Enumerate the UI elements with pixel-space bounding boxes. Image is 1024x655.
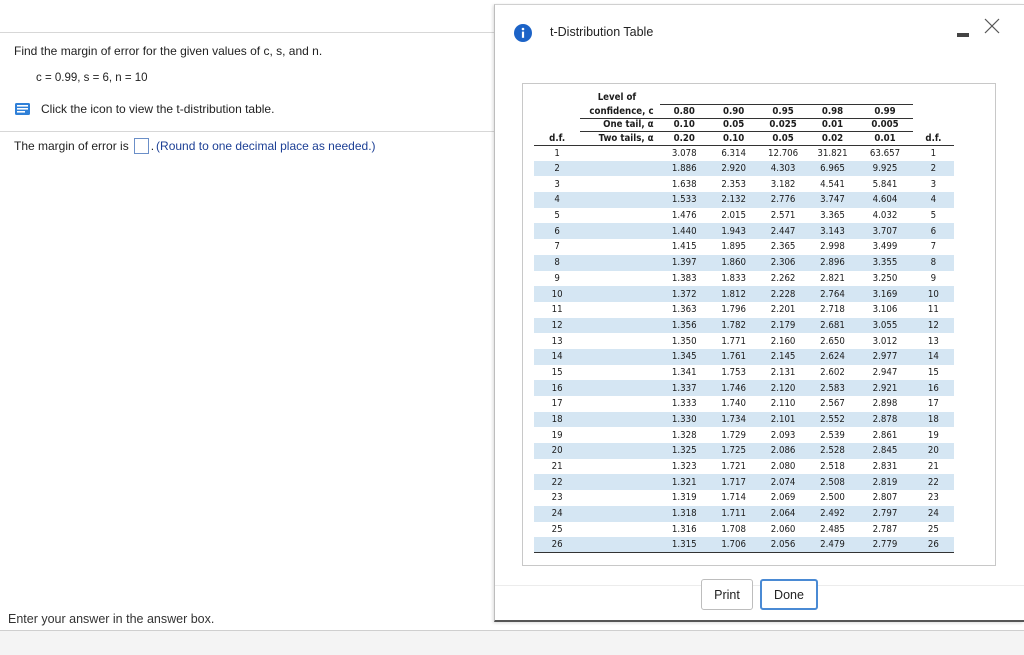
t-value-cell: 9.925 (857, 161, 913, 177)
df-header-right: d.f. (913, 132, 954, 146)
t-value-cell: 2.500 (820, 492, 845, 504)
footer-instruction: Enter your answer in the answer box. (8, 612, 215, 626)
table-hint-text: Click the icon to view the t-distribution table. (41, 102, 275, 116)
label-spacer (580, 537, 659, 553)
t-value-cell: 4.604 (857, 192, 913, 208)
t-value-cell: 2.015 (721, 210, 747, 222)
answer-prefix: The margin of error is (14, 139, 129, 153)
two-tail-4: 0.01 (857, 132, 913, 146)
t-value-cell: 2.896 (808, 255, 857, 271)
t-value-cell: 1.315 (660, 537, 709, 553)
df-cell-right: 18 (913, 412, 954, 428)
t-value-cell: 3.106 (872, 304, 898, 316)
df-cell: 10 (534, 286, 580, 302)
label-spacer (580, 161, 659, 177)
label-spacer (580, 522, 659, 538)
t-value-cell: 1.372 (660, 286, 709, 302)
t-value-cell: 2.681 (808, 318, 857, 334)
label-spacer (580, 459, 659, 475)
table-row (534, 443, 954, 459)
conf-1: 0.90 (709, 105, 758, 119)
table-row (534, 318, 954, 334)
t-value-cell: 1.725 (709, 443, 758, 459)
t-value-cell: 1.533 (660, 192, 709, 208)
t-value-cell: 4.303 (758, 161, 807, 177)
t-value-cell: 3.078 (671, 147, 697, 159)
label-spacer (580, 302, 659, 318)
t-value-cell: 1.711 (709, 506, 758, 522)
t-table-dialog (494, 4, 1024, 622)
df-cell-right: 11 (927, 304, 939, 316)
t-value-cell: 2.179 (758, 318, 807, 334)
t-value-cell: 1.337 (660, 380, 709, 396)
table-row (534, 412, 954, 428)
one-tail-label: One tail, α (580, 118, 659, 132)
one-tail-3: 0.01 (808, 118, 857, 132)
t-value-cell: 1.886 (660, 161, 709, 177)
t-value-cell: 1.350 (671, 335, 697, 347)
t-value-cell: 1.761 (709, 349, 758, 365)
t-value-cell: 1.740 (721, 398, 747, 410)
t-value-cell: 5.841 (872, 178, 898, 190)
df-cell: 6 (534, 223, 580, 239)
df-cell-right: 17 (927, 398, 939, 410)
t-value-cell: 4.541 (820, 178, 845, 190)
one-tail-4: 0.005 (857, 118, 913, 132)
table-row (534, 474, 954, 490)
t-value-cell: 1.782 (709, 318, 758, 334)
label-spacer (580, 318, 659, 334)
t-value-cell: 63.657 (869, 147, 901, 159)
t-value-cell: 1.440 (660, 223, 709, 239)
table-row (534, 506, 954, 522)
answer-note: (Round to one decimal place as needed.) (156, 139, 376, 153)
question-prompt: Find the margin of error for the given values of c, s, and n. (14, 44, 323, 58)
df-cell: 4 (534, 192, 580, 208)
t-value-cell: 1.415 (671, 241, 697, 253)
conf-4: 0.99 (857, 105, 913, 119)
df-cell-right: 6 (913, 223, 954, 239)
t-value-cell: 1.476 (671, 210, 697, 222)
t-value-cell: 1.812 (709, 286, 758, 302)
table-row (534, 537, 954, 553)
t-value-cell: 3.182 (770, 178, 796, 190)
t-value-cell: 2.353 (721, 178, 747, 190)
t-value-cell: 2.528 (808, 443, 857, 459)
t-value-cell: 2.485 (820, 523, 845, 535)
df-cell-right: 5 (930, 210, 937, 222)
df-cell: 23 (551, 492, 563, 504)
t-value-cell: 3.707 (857, 223, 913, 239)
label-spacer (580, 192, 659, 208)
t-value-cell: 1.708 (721, 523, 747, 535)
table-row (534, 286, 954, 302)
t-value-cell: 2.508 (808, 474, 857, 490)
df-cell: 3 (554, 178, 560, 190)
t-value-cell: 3.055 (857, 318, 913, 334)
t-value-cell: 2.101 (758, 412, 807, 428)
t-distribution-table (534, 91, 954, 553)
label-spacer (580, 506, 659, 522)
dialog-header (495, 5, 1024, 63)
t-value-cell: 2.567 (820, 398, 845, 410)
t-value-cell: 2.228 (758, 286, 807, 302)
two-tail-1: 0.10 (709, 132, 758, 146)
t-value-cell: 2.132 (709, 192, 758, 208)
t-value-cell: 1.316 (671, 523, 697, 535)
t-value-cell: 2.093 (770, 429, 796, 441)
t-value-cell: 2.447 (758, 223, 807, 239)
t-value-cell: 2.797 (857, 506, 913, 522)
t-value-cell: 1.714 (721, 492, 747, 504)
t-table-panel (522, 83, 996, 566)
t-value-cell: 2.539 (820, 429, 845, 441)
table-row (534, 349, 954, 365)
t-value-cell: 4.032 (872, 210, 898, 222)
table-row (534, 145, 954, 161)
table-row (534, 239, 954, 255)
df-cell-right: 26 (913, 537, 954, 553)
t-value-cell: 1.796 (721, 304, 747, 316)
conf-3: 0.98 (808, 105, 857, 119)
label-spacer (580, 365, 659, 381)
label-spacer (580, 333, 659, 349)
df-cell: 13 (551, 335, 563, 347)
mid-divider (0, 131, 498, 132)
t-value-cell: 1.746 (709, 380, 758, 396)
label-spacer (580, 239, 659, 255)
answer-row (14, 138, 376, 154)
t-value-cell: 3.012 (872, 335, 898, 347)
t-value-cell: 2.831 (872, 461, 898, 473)
t-value-cell: 2.776 (758, 192, 807, 208)
t-value-cell: 1.383 (671, 272, 697, 284)
df-cell: 17 (551, 398, 563, 410)
t-value-cell: 2.583 (808, 380, 857, 396)
df-cell-right: 4 (913, 192, 954, 208)
table-row (534, 380, 954, 396)
table-row (534, 490, 954, 506)
df-cell: 15 (551, 366, 563, 378)
t-value-cell: 2.074 (758, 474, 807, 490)
df-cell-right: 25 (927, 523, 939, 535)
t-value-cell: 1.325 (660, 443, 709, 459)
df-cell-right: 3 (930, 178, 937, 190)
one-tail-0: 0.10 (660, 118, 709, 132)
t-value-cell: 2.718 (820, 304, 845, 316)
minimize-button[interactable] (957, 33, 969, 37)
t-value-cell: 1.833 (721, 272, 747, 284)
t-value-cell: 2.479 (808, 537, 857, 553)
t-value-cell: 3.169 (857, 286, 913, 302)
t-value-cell: 1.397 (660, 255, 709, 271)
t-value-cell: 2.080 (770, 461, 796, 473)
df-cell: 24 (534, 506, 580, 522)
close-icon (983, 17, 1001, 35)
t-value-cell: 2.602 (820, 366, 845, 378)
t-value-cell: 12.706 (767, 147, 799, 159)
table-row (534, 365, 954, 381)
t-value-cell: 1.323 (671, 461, 697, 473)
label-spacer (580, 271, 659, 287)
label-spacer (580, 145, 659, 161)
label-spacer (580, 396, 659, 412)
df-cell: 16 (534, 380, 580, 396)
table-row (534, 208, 954, 224)
t-value-cell: 31.821 (817, 147, 848, 159)
table-hint-row[interactable] (14, 101, 274, 117)
t-value-cell: 3.355 (857, 255, 913, 271)
t-value-cell: 2.069 (770, 492, 796, 504)
t-value-cell: 2.779 (857, 537, 913, 553)
t-value-cell: 1.333 (671, 398, 697, 410)
t-value-cell: 2.977 (857, 349, 913, 365)
t-value-cell: 2.262 (770, 272, 796, 284)
t-value-cell: 2.131 (770, 366, 796, 378)
two-tail-label: Two tails, α (580, 132, 659, 146)
t-value-cell: 2.492 (808, 506, 857, 522)
table-row (534, 427, 954, 443)
t-value-cell: 1.319 (671, 492, 697, 504)
df-cell-right: 15 (927, 366, 939, 378)
label-spacer (580, 474, 659, 490)
t-value-cell: 2.921 (857, 380, 913, 396)
t-table-wrap (534, 91, 954, 553)
t-value-cell: 1.638 (671, 178, 697, 190)
t-table-body (534, 145, 954, 553)
t-value-cell: 2.060 (770, 523, 796, 535)
label-spacer (580, 176, 659, 192)
df-cell: 14 (534, 349, 580, 365)
t-value-cell: 1.771 (721, 335, 747, 347)
t-value-cell: 1.717 (709, 474, 758, 490)
t-value-cell: 1.753 (721, 366, 747, 378)
df-cell: 20 (534, 443, 580, 459)
t-value-cell: 1.734 (709, 412, 758, 428)
t-value-cell: 2.947 (872, 366, 898, 378)
two-tail-2: 0.05 (758, 132, 807, 146)
t-value-cell: 2.787 (872, 523, 898, 535)
df-cell-right: 16 (913, 380, 954, 396)
table-row (534, 459, 954, 475)
t-value-cell: 2.086 (758, 443, 807, 459)
print-button[interactable]: Print (701, 579, 753, 610)
table-row (534, 176, 954, 192)
t-value-cell: 2.120 (758, 380, 807, 396)
df-cell: 11 (551, 304, 563, 316)
df-cell-right: 13 (927, 335, 939, 347)
df-cell: 18 (534, 412, 580, 428)
df-cell-right: 22 (913, 474, 954, 490)
done-button[interactable]: Done (760, 579, 818, 610)
label-spacer (580, 223, 659, 239)
df-cell: 2 (534, 161, 580, 177)
table-row (534, 192, 954, 208)
label-spacer (580, 380, 659, 396)
df-cell-right: 19 (927, 429, 939, 441)
table-row (534, 271, 954, 287)
t-value-cell: 2.160 (770, 335, 796, 347)
df-cell: 22 (534, 474, 580, 490)
df-cell: 12 (534, 318, 580, 334)
t-value-cell: 1.345 (660, 349, 709, 365)
df-cell: 7 (554, 241, 560, 253)
df-cell-right: 12 (913, 318, 954, 334)
df-cell-right: 23 (927, 492, 939, 504)
question-params: c = 0.99, s = 6, n = 10 (36, 72, 148, 84)
t-value-cell: 2.201 (770, 304, 796, 316)
one-tail-1: 0.05 (709, 118, 758, 132)
label-spacer (580, 255, 659, 271)
table-row (534, 223, 954, 239)
table-row (534, 522, 954, 538)
t-value-cell: 1.706 (709, 537, 758, 553)
t-value-cell: 6.965 (808, 161, 857, 177)
t-value-cell: 1.330 (660, 412, 709, 428)
t-value-cell: 1.328 (671, 429, 697, 441)
t-value-cell: 6.314 (721, 147, 747, 159)
label-spacer (580, 349, 659, 365)
t-value-cell: 1.356 (660, 318, 709, 334)
t-value-cell: 2.624 (808, 349, 857, 365)
df-cell: 9 (554, 272, 560, 284)
t-value-cell: 3.143 (808, 223, 857, 239)
t-value-cell: 1.341 (671, 366, 697, 378)
two-tail-3: 0.02 (808, 132, 857, 146)
df-cell-right: 21 (927, 461, 939, 473)
df-cell: 1 (554, 147, 560, 159)
t-value-cell: 2.110 (770, 398, 796, 410)
t-value-cell: 2.898 (872, 398, 898, 410)
df-cell-right: 8 (913, 255, 954, 271)
t-value-cell: 2.845 (857, 443, 913, 459)
df-cell-right: 2 (913, 161, 954, 177)
footer-bar (0, 631, 1024, 655)
t-value-cell: 1.895 (721, 241, 747, 253)
t-value-cell: 2.145 (758, 349, 807, 365)
t-value-cell: 3.365 (820, 210, 845, 222)
t-value-cell: 1.318 (660, 506, 709, 522)
label-spacer (580, 412, 659, 428)
df-cell: 8 (534, 255, 580, 271)
dialog-title: t-Distribution Table (550, 25, 654, 39)
t-value-cell: 1.860 (709, 255, 758, 271)
table-row (534, 396, 954, 412)
label-spacer (580, 490, 659, 506)
df-cell: 25 (551, 523, 563, 535)
table-row (534, 161, 954, 177)
conf-0: 0.80 (660, 105, 709, 119)
t-value-cell: 2.821 (820, 272, 845, 284)
t-value-cell: 1.729 (721, 429, 747, 441)
t-value-cell: 2.807 (872, 492, 898, 504)
df-cell: 21 (551, 461, 563, 473)
t-value-cell: 2.306 (758, 255, 807, 271)
close-button[interactable] (983, 17, 1001, 35)
t-value-cell: 2.764 (808, 286, 857, 302)
df-cell-right: 1 (930, 147, 937, 159)
df-cell-right: 14 (913, 349, 954, 365)
t-value-cell: 2.878 (857, 412, 913, 428)
label-spacer (580, 443, 659, 459)
label-spacer (580, 286, 659, 302)
df-cell-right: 24 (913, 506, 954, 522)
t-value-cell: 2.998 (820, 241, 845, 253)
conf-2: 0.95 (758, 105, 807, 119)
table-book-icon[interactable] (14, 101, 32, 117)
t-value-cell: 3.250 (872, 272, 898, 284)
table-row (534, 333, 954, 349)
df-cell: 26 (534, 537, 580, 553)
t-value-cell: 2.518 (820, 461, 845, 473)
table-row (534, 255, 954, 271)
df-cell: 19 (551, 429, 563, 441)
t-value-cell: 3.747 (808, 192, 857, 208)
t-value-cell: 2.552 (808, 412, 857, 428)
t-value-cell: 2.861 (872, 429, 898, 441)
info-icon (514, 24, 532, 42)
df-cell-right: 10 (913, 286, 954, 302)
top-divider (0, 32, 498, 33)
level-label-2: confidence, c (580, 105, 659, 119)
t-value-cell: 1.943 (709, 223, 758, 239)
t-value-cell: 1.721 (721, 461, 747, 473)
df-cell: 5 (554, 210, 560, 222)
one-tail-2: 0.025 (758, 118, 807, 132)
level-label-1: Level of (597, 92, 637, 104)
t-value-cell: 2.650 (820, 335, 845, 347)
df-cell-right: 9 (930, 272, 937, 284)
answer-input[interactable] (134, 138, 149, 154)
t-value-cell: 3.499 (872, 241, 898, 253)
t-value-cell: 2.056 (758, 537, 807, 553)
label-spacer (580, 208, 659, 224)
t-value-cell: 2.365 (770, 241, 796, 253)
table-row (534, 302, 954, 318)
t-value-cell: 2.064 (758, 506, 807, 522)
t-value-cell: 2.920 (709, 161, 758, 177)
two-tail-0: 0.20 (660, 132, 709, 146)
df-header-left: d.f. (534, 132, 580, 146)
t-value-cell: 2.571 (770, 210, 796, 222)
t-value-cell: 2.819 (857, 474, 913, 490)
answer-suffix: . (150, 139, 155, 153)
t-value-cell: 1.321 (660, 474, 709, 490)
df-cell-right: 7 (930, 241, 937, 253)
t-value-cell: 1.363 (671, 304, 697, 316)
label-spacer (580, 427, 659, 443)
df-cell-right: 20 (913, 443, 954, 459)
